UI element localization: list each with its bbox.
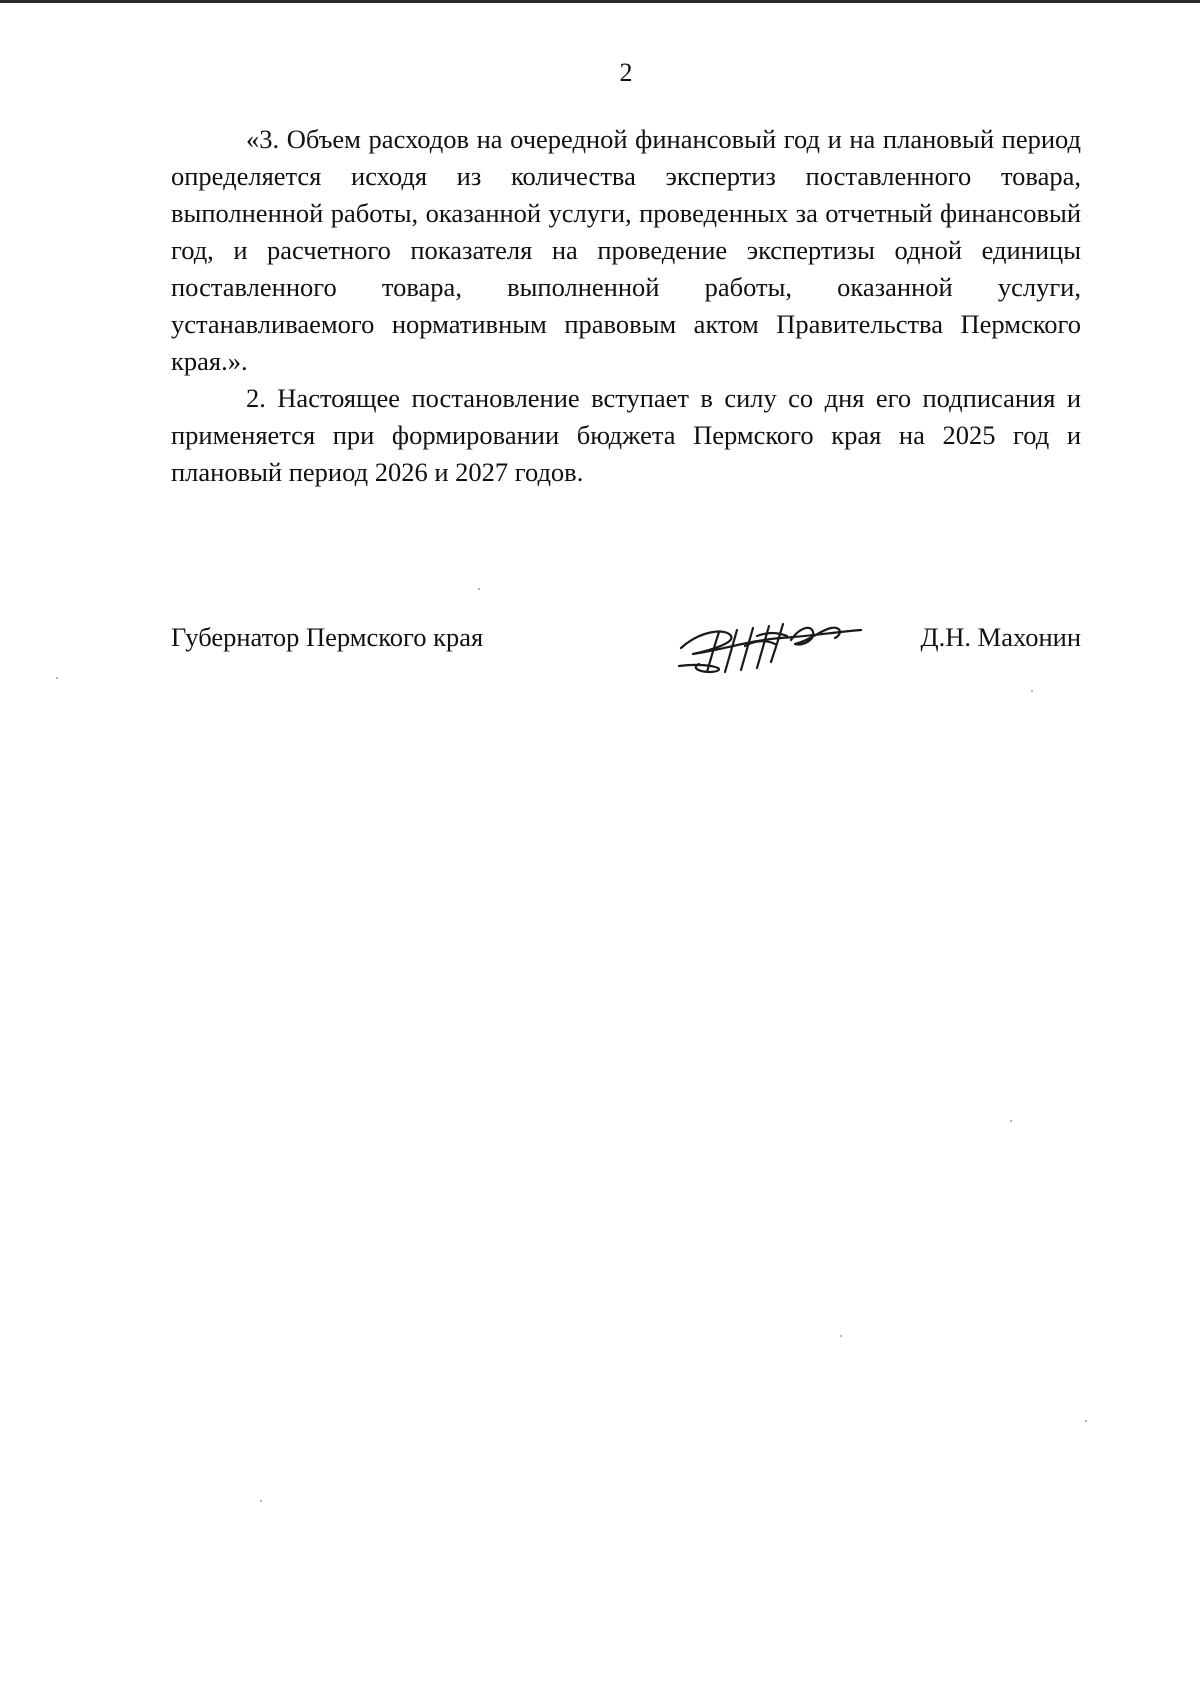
scan-top-edge: [0, 0, 1200, 3]
scan-speck: [840, 1335, 842, 1337]
scan-speck: [260, 1500, 262, 1502]
document-body: [171, 121, 1081, 491]
paragraph-effective-date: 2. Настоящее постановление вступает в силу со дня его подписания и применяется при формировании бюджета Пермского края на 2025 год и плановый период 2026 и 2027 годов.: [171, 383, 1081, 487]
scan-speck: [1085, 1420, 1087, 1422]
signer-name: Д.Н. Махонин: [920, 622, 1081, 652]
scan-speck: [478, 588, 480, 590]
signer-title: Губернатор Пермского края: [171, 622, 484, 652]
signature-block: [171, 619, 1081, 669]
handwritten-signature: [671, 610, 871, 680]
scan-speck: [1010, 1120, 1012, 1122]
paragraph-item-3-amendment: «3. Объем расходов на очередной финансовый год и на плановый период определяется исходя из количества экспертиз поставленного товара, выполненной работы, оказанной услуги, проведенных за отчетный финансовый год, и расчетного показателя на проведение экспертизы одной единицы поставленного товара, выполненной работы, оказанной услуги, устанавливаемого нормативным правовым актом Правительства Пермского края.».: [171, 124, 1081, 376]
scan-speck: [56, 677, 58, 679]
page-number: 2: [619, 58, 633, 87]
scan-speck: [1031, 690, 1033, 692]
